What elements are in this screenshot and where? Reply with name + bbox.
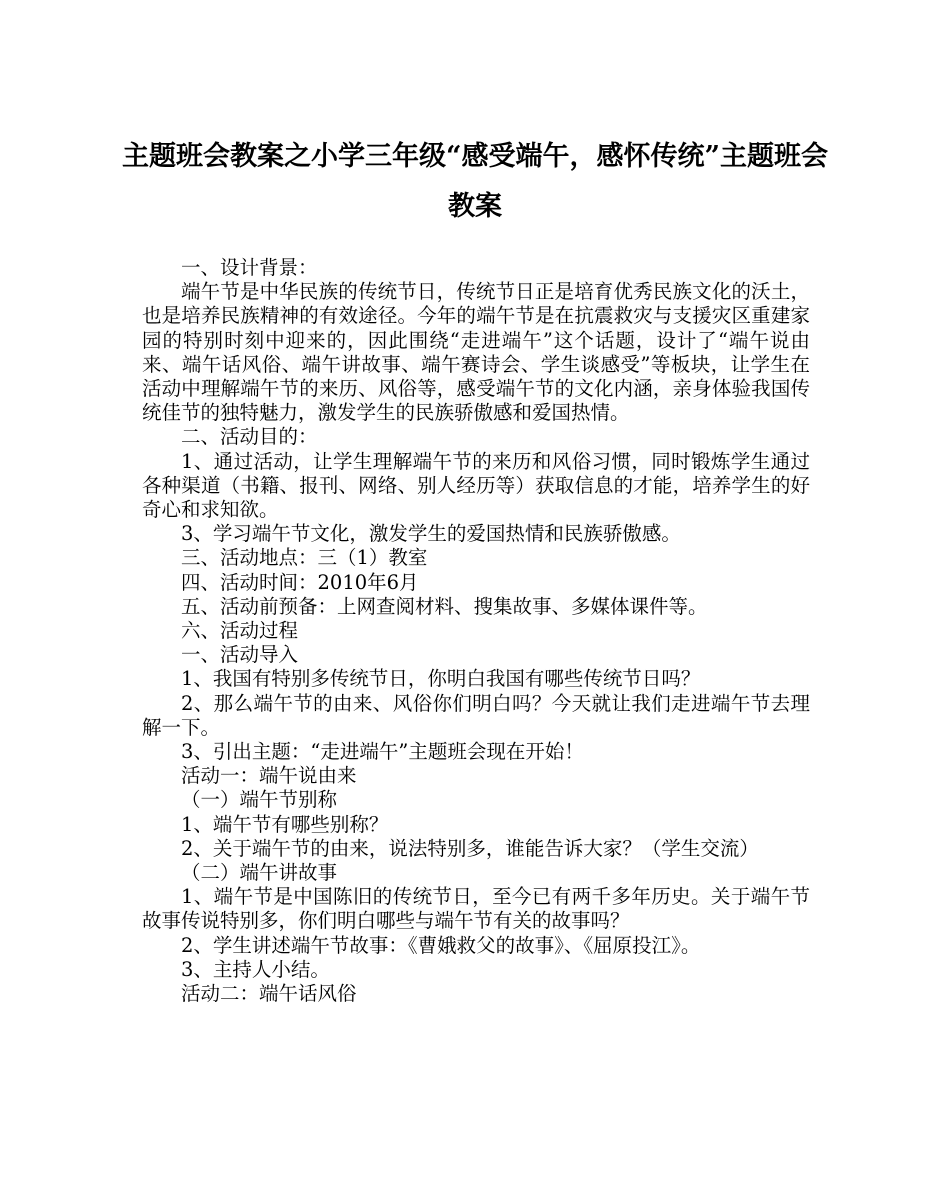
section-heading: 四、活动时间：2010年6月 <box>181 570 419 594</box>
section-heading: 活动一：端午说由来 <box>181 764 357 788</box>
section-heading: 三、活动地点：三（1）教室 <box>181 546 428 570</box>
subsection-heading: （二）端午讲故事 <box>181 861 338 885</box>
body-paragraph: 1、我国有特别多传统节日，你明白我国有哪些传统节日吗？ <box>181 667 701 691</box>
section-heading: 活动二：端午话风俗 <box>181 982 357 1006</box>
body-paragraph: 3、主持人小结。 <box>181 957 330 981</box>
body-paragraph: 2、学生讲述端午节故事：《曹娥救父的故事》、《屈原投江》。 <box>181 933 701 957</box>
section-heading: 二、活动目的： <box>181 425 318 449</box>
body-paragraph: 1、通过活动，让学生理解端午节的来历和风俗习惯，同时锻炼学生通过各种渠道（书籍、报刊、网络、别人经历等）获取信息的才能，培养学生的好奇心和求知欲。 <box>142 449 810 522</box>
document-body <box>142 256 810 1006</box>
body-paragraph: 3、引出主题：“走进端午”主题班会现在开始！ <box>181 740 584 764</box>
section-heading: 一、设计背景： <box>181 256 318 279</box>
subsection-heading: （一）端午节别称 <box>181 788 338 812</box>
section-heading: 一、活动导入 <box>181 643 299 667</box>
body-paragraph: 2、那么端午节的由来、风俗你们明白吗？今天就让我们走进端午节去理解一下。 <box>142 691 810 739</box>
body-paragraph: 2、关于端午节的由来，说法特别多，谁能告诉大家？（学生交流） <box>181 836 759 860</box>
body-paragraph: 端午节是中华民族的传统节日，传统节日正是培育优秀民族文化的沃土，也是培养民族精神的有效途径。今年的端午节是在抗震救灾与支援灾区重建家园的特别时刻中迎来的，因此围绕“走进端午”这个话题，设计了“端午说由来、端午话风俗、端午讲故事、端午赛诗会、学生谈感受”等板块，让学生在活动中理解端午节的来历、风俗等，感受端午节的文化内涵，亲身体验我国传统佳节的独特魅力，激发学生的民族骄傲感和爱国热情。 <box>142 280 810 425</box>
body-paragraph: 1、端午节是中国陈旧的传统节日，至今已有两千多年历史。关于端午节故事传说特别多，你们明白哪些与端午节有关的故事吗？ <box>142 885 810 933</box>
section-heading: 五、活动前预备：上网查阅材料、搜集故事、多媒体课件等。 <box>181 594 708 618</box>
body-paragraph: 3、学习端午节文化，激发学生的爱国热情和民族骄傲感。 <box>181 522 681 546</box>
section-heading: 六、活动过程 <box>181 619 299 643</box>
document-title: 主题班会教案之小学三年级“感受端午，感怀传统”主题班会教案 <box>121 141 829 222</box>
body-paragraph: 1、端午节有哪些别称？ <box>181 812 389 836</box>
